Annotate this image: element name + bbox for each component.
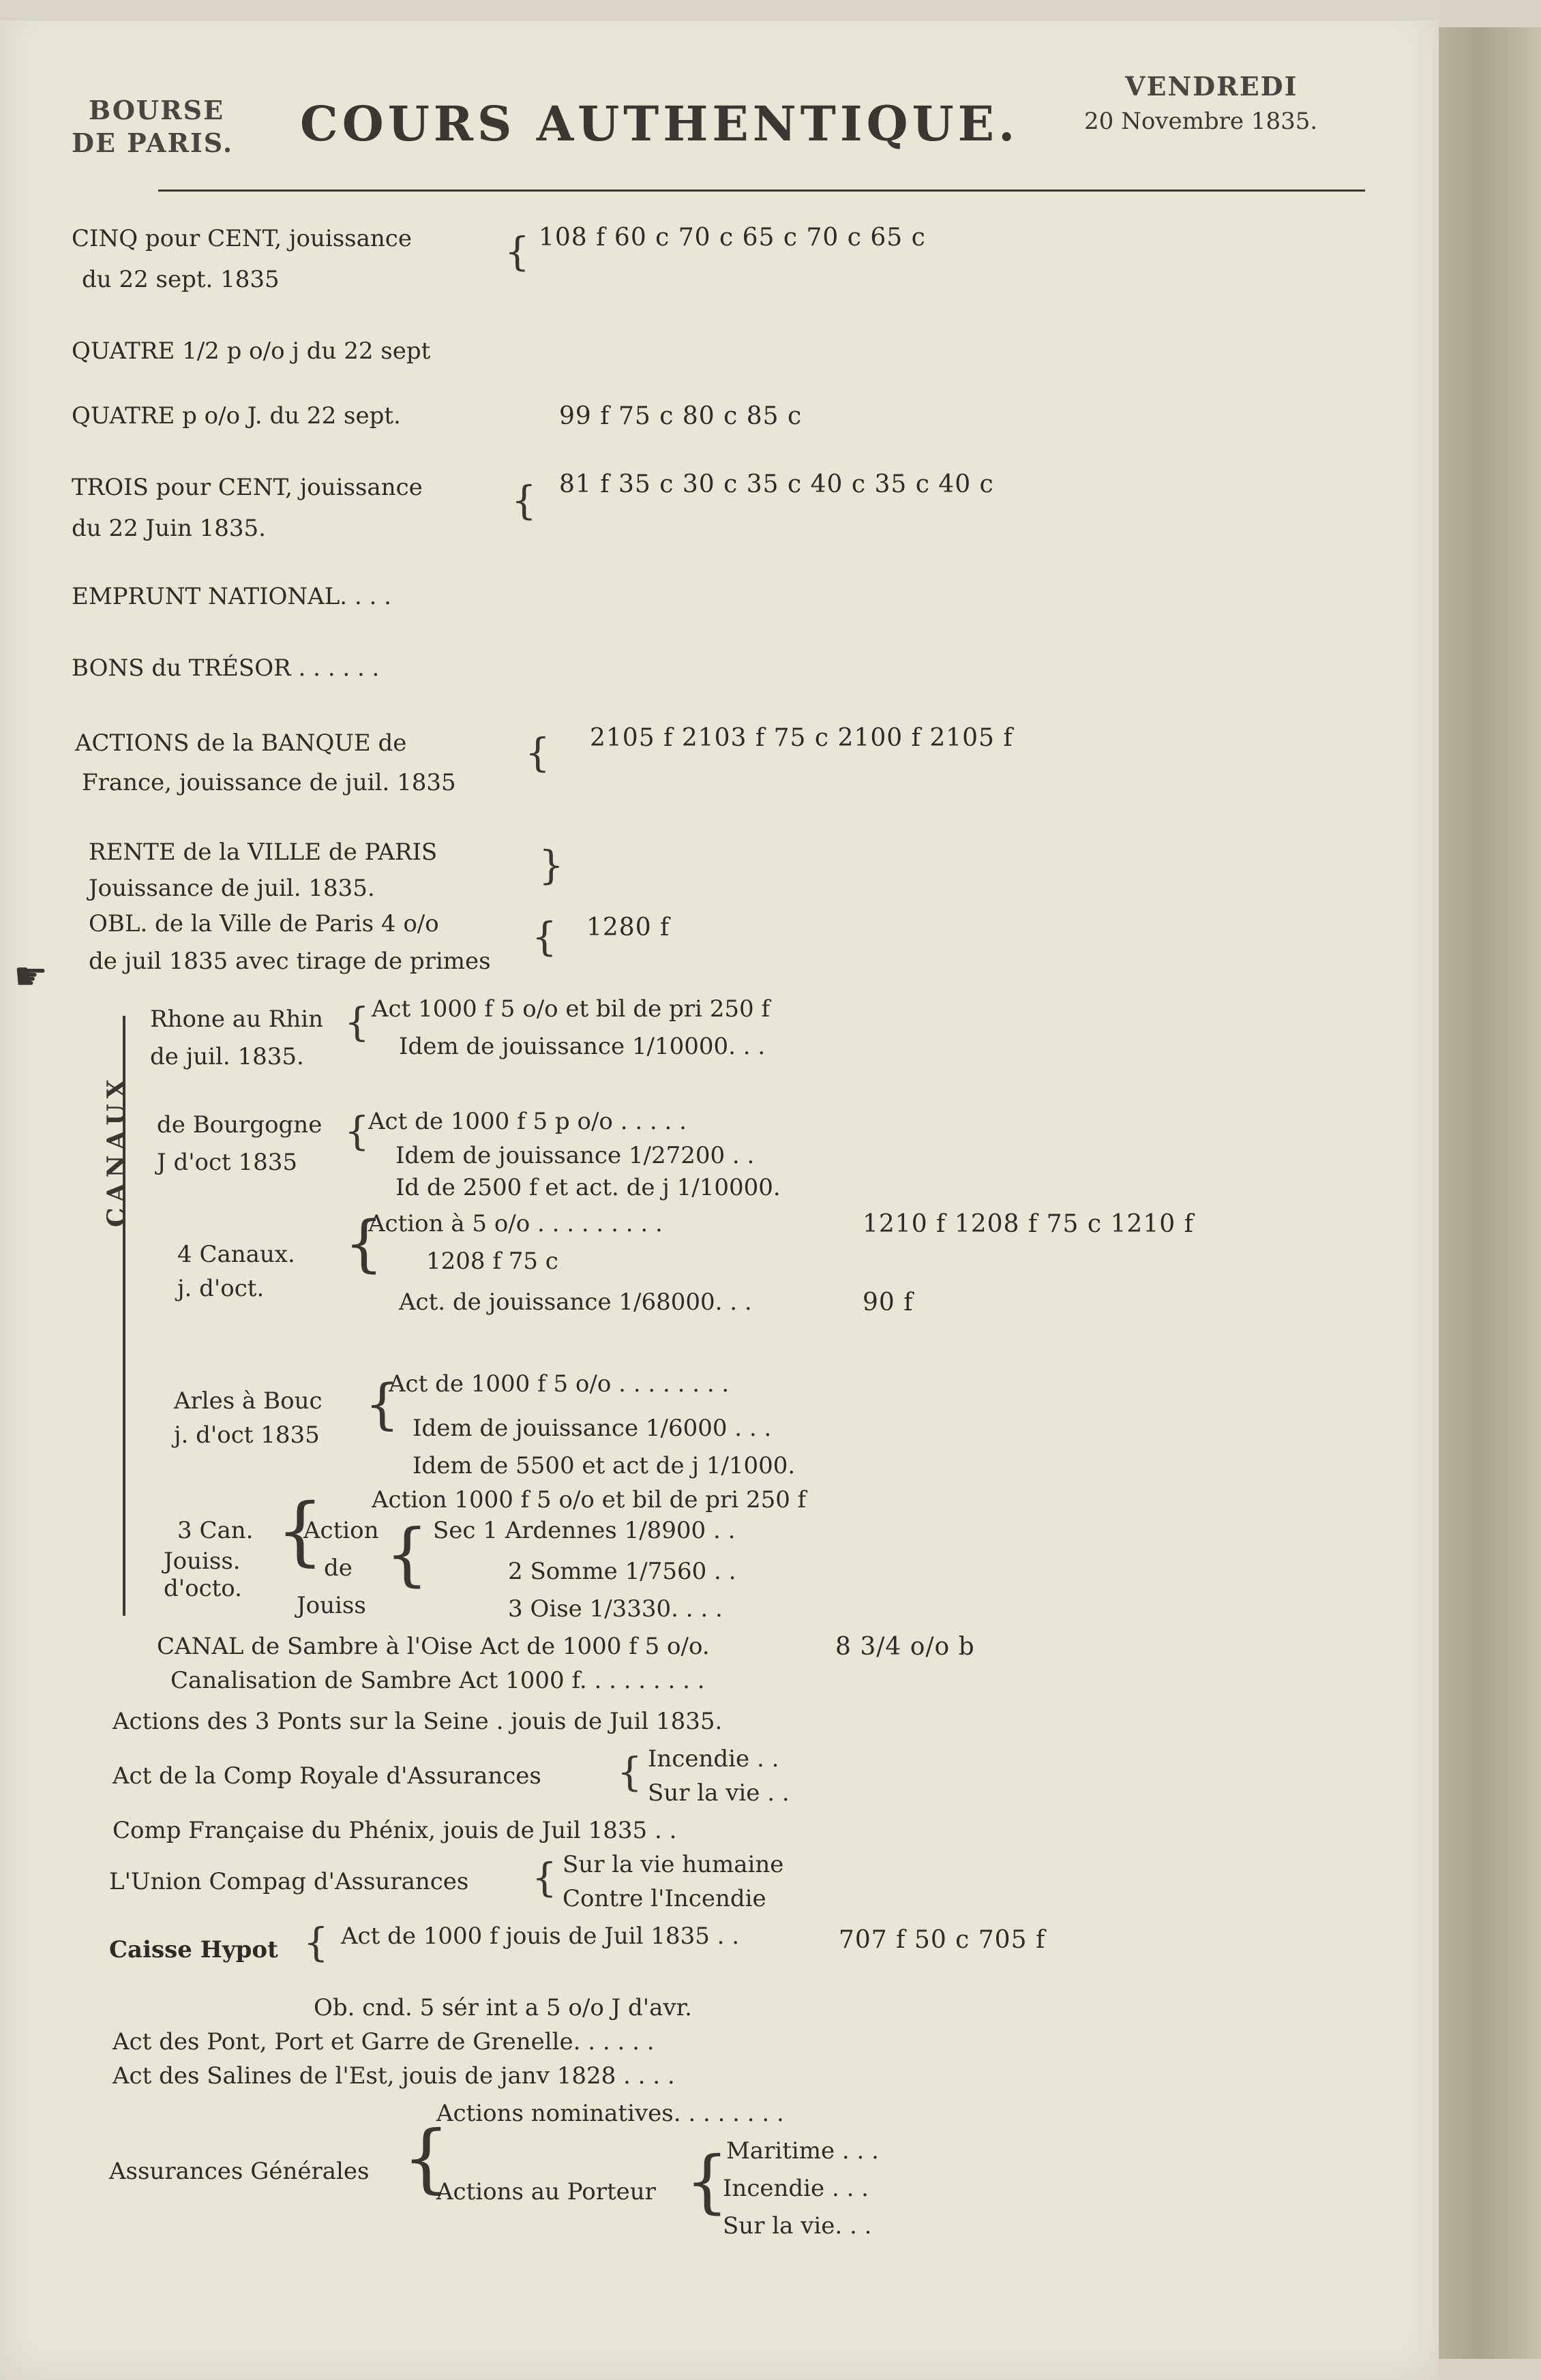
brace: {: [385, 1514, 429, 1594]
ag-nominatives: Actions nominatives. . . . . . . .: [436, 2100, 784, 2127]
obcnd-label: Ob. cnd. 5 sér int a 5 o/o J d'avr.: [314, 1994, 692, 2021]
ag-vie: Sur la vie. . .: [723, 2212, 872, 2240]
quatre-line1-value: 1210 f 1208 f 75 c 1210 f: [863, 1210, 1194, 1238]
royale-label: Act de la Comp Royale d'Assurances: [113, 1762, 541, 1790]
row-quatre-value: 99 f 75 c 80 c 85 c: [559, 402, 803, 430]
arles-line2: Idem de jouissance 1/6000 . . .: [413, 1415, 772, 1442]
union-b: Contre l'Incendie: [563, 1885, 766, 1912]
arles-line1: Act de 1000 f 5 o/o . . . . . . . .: [389, 1370, 730, 1398]
arles-line3: Idem de 5500 et act de j 1/1000.: [413, 1452, 796, 1479]
pointing-hand-icon: ☛: [14, 954, 48, 999]
trois-s1: Sec 1 Ardennes 1/8900 . .: [433, 1517, 736, 1544]
bourgogne-name: de Bourgogne: [157, 1111, 323, 1139]
salines-label: Act des Salines de l'Est, jouis de janv 1828 . . . .: [113, 2062, 675, 2090]
caisse-label: Caisse Hypot: [109, 1936, 278, 1963]
caisse-line: Act de 1000 f jouis de Juil 1835 . .: [341, 1923, 740, 1950]
quatre-canaux-sub: j. d'oct.: [177, 1275, 265, 1302]
royale-b: Sur la vie . .: [648, 1779, 790, 1807]
row-banque-label: ACTIONS de la BANQUE de: [75, 729, 407, 757]
trois-s3: 3 Oise 1/3330. . . .: [508, 1595, 723, 1623]
trois-name3: d'octo.: [164, 1575, 242, 1602]
rhone-line2: Idem de jouissance 1/10000. . .: [399, 1033, 766, 1060]
header-left-line1: BOURSE: [89, 95, 225, 125]
row-cinq-label2: du 22 sept. 1835: [82, 266, 280, 293]
rhone-line1: Act 1000 f 5 o/o et bil de pri 250 f: [372, 995, 770, 1023]
trois-name1: 3 Can.: [177, 1517, 254, 1544]
trois-action-line: Action 1000 f 5 o/o et bil de pri 250 f: [372, 1486, 807, 1513]
union-a: Sur la vie humaine: [563, 1851, 784, 1878]
arles-name: Arles à Bouc: [174, 1387, 323, 1415]
trois-s2: 2 Somme 1/7560 . .: [508, 1558, 736, 1585]
row-bons-label: BONS du TRÉSOR . . . . . .: [72, 654, 380, 682]
bourgogne-sub: J d'oct 1835: [157, 1149, 298, 1176]
row-obl-value: 1280 f: [586, 914, 670, 942]
row-emprunt-label: EMPRUNT NATIONAL. . . .: [72, 583, 391, 610]
row-quatre-label: QUATRE p o/o J. du 22 sept.: [72, 402, 401, 430]
bourgogne-line2: Idem de jouissance 1/27200 . .: [395, 1142, 755, 1169]
header-date: 20 Novembre 1835.: [1084, 108, 1318, 135]
row-banque-label2: France, jouissance de juil. 1835: [82, 769, 456, 796]
page-top-shade: [0, 0, 1439, 20]
brace: {: [505, 228, 530, 275]
canaux-side-label: CANAUX: [102, 1074, 131, 1227]
row-cinq-label: CINQ pour CENT, jouissance: [72, 225, 412, 252]
ag-label: Assurances Générales: [109, 2158, 370, 2185]
trois-name2: Jouiss.: [164, 1548, 241, 1575]
page-title: COURS AUTHENTIQUE.: [300, 95, 1019, 152]
brace: {: [344, 1108, 370, 1154]
bourgogne-line3: Id de 2500 f et act. de j 1/10000.: [395, 1174, 781, 1201]
quatre-line2: 1208 f 75 c: [426, 1248, 558, 1275]
brace: {: [532, 914, 557, 960]
brace: {: [525, 729, 550, 776]
brace: {: [402, 2114, 450, 2201]
row-banque-value: 2105 f 2103 f 75 c 2100 f 2105 f: [590, 724, 1013, 752]
brace: }: [539, 842, 564, 888]
quatre-line3: Act. de jouissance 1/68000. . .: [399, 1289, 752, 1316]
brace: {: [344, 999, 370, 1045]
header-rule: [158, 190, 1365, 192]
bourgogne-line1: Act de 1000 f 5 p o/o . . . . .: [368, 1108, 687, 1135]
sambre-value: 8 3/4 o/o b: [835, 1633, 975, 1661]
canalisation-label: Canalisation de Sambre Act 1000 f. . . . . . . . .: [170, 1667, 705, 1694]
brace: {: [344, 1208, 384, 1280]
brace: {: [511, 477, 537, 524]
row-obl-label: OBL. de la Ville de Paris 4 o/o: [89, 910, 439, 937]
header-day: VENDREDI: [1125, 71, 1298, 102]
quatre-line1: Action à 5 o/o . . . . . . . . .: [368, 1210, 663, 1237]
row-trois-label2: du 22 Juin 1835.: [72, 515, 266, 542]
row-quatre-demi-label: QUATRE 1/2 p o/o j du 22 sept: [72, 337, 431, 365]
brace: {: [685, 2141, 729, 2221]
arles-sub: j. d'oct 1835: [174, 1421, 320, 1449]
ag-porteur: Actions au Porteur: [436, 2178, 656, 2205]
rhone-sub: de juil. 1835.: [150, 1043, 304, 1070]
row-obl-label2: de juil 1835 avec tirage de primes: [89, 948, 491, 975]
brace: {: [532, 1854, 557, 1901]
grenelle-label: Act des Pont, Port et Garre de Grenelle. . . . . .: [113, 2028, 655, 2055]
row-rente-ville-label2: Jouissance de juil. 1835.: [89, 875, 375, 902]
union-label: L'Union Compag d'Assurances: [109, 1868, 469, 1895]
sambre-label: CANAL de Sambre à l'Oise Act de 1000 f 5 o/o.: [157, 1633, 710, 1660]
quatre-canaux-name: 4 Canaux.: [177, 1241, 295, 1268]
trois-col1a: Action: [303, 1517, 379, 1544]
rhone-name: Rhone au Rhin: [150, 1006, 324, 1033]
row-rente-ville-label: RENTE de la VILLE de PARIS: [89, 839, 438, 866]
quatre-line3-value: 90 f: [863, 1289, 914, 1316]
row-cinq-value: 108 f 60 c 70 c 65 c 70 c 65 c: [539, 224, 926, 252]
brace: {: [617, 1749, 642, 1795]
brace: {: [365, 1372, 400, 1436]
phenix-label: Comp Française du Phénix, jouis de Juil 1835 . .: [113, 1817, 677, 1844]
trois-col1c: Jouiss: [297, 1592, 366, 1619]
trois-col1b: de: [324, 1554, 353, 1582]
brace: {: [276, 1487, 324, 1574]
ag-maritime: Maritime . . .: [726, 2137, 879, 2165]
header-left-line2: DE PARIS.: [72, 127, 234, 158]
brace: {: [303, 1919, 329, 1965]
page-binding-edge: [1439, 27, 1541, 2359]
row-trois-label: TROIS pour CENT, jouissance: [72, 474, 423, 501]
ponts-label: Actions des 3 Ponts sur la Seine . jouis de Juil 1835.: [113, 1708, 723, 1735]
ag-incendie: Incendie . . .: [723, 2175, 869, 2202]
caisse-value: 707 f 50 c 705 f: [839, 1926, 1046, 1954]
royale-a: Incendie . .: [648, 1745, 779, 1773]
row-trois-value: 81 f 35 c 30 c 35 c 40 c 35 c 40 c: [559, 470, 994, 498]
